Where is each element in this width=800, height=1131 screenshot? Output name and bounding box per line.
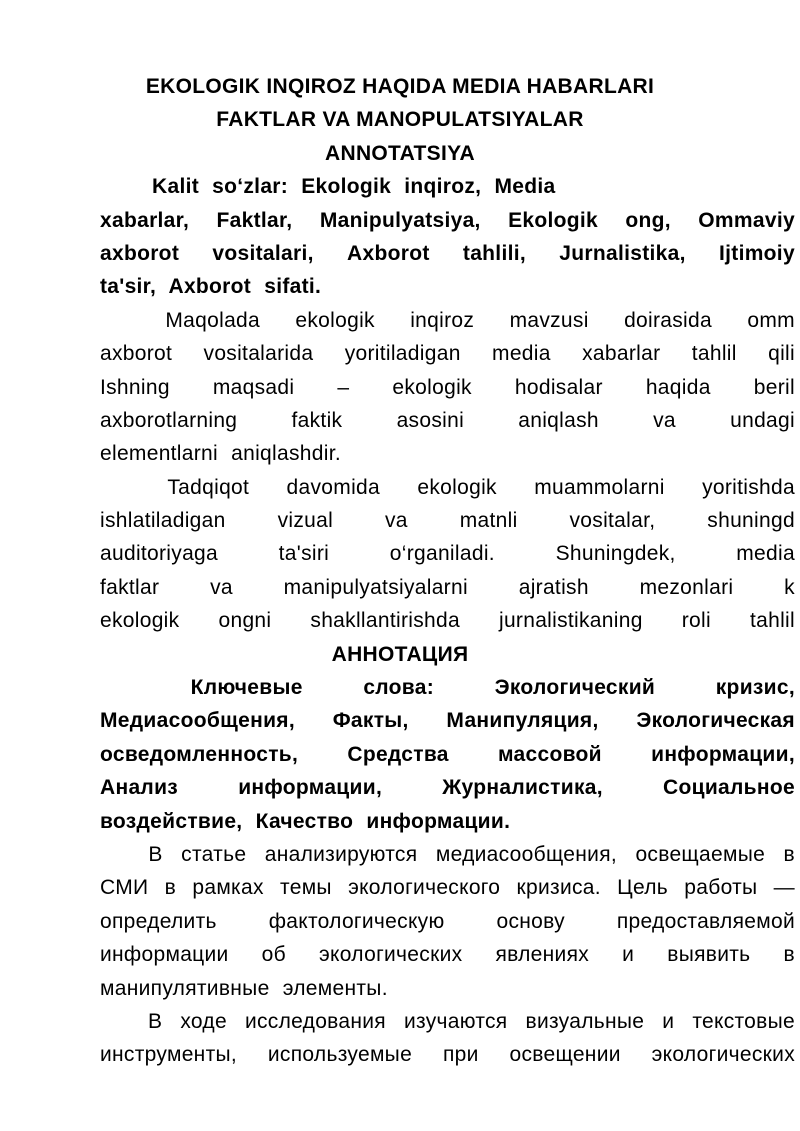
word: inqiroz xyxy=(410,308,475,332)
text-line xyxy=(100,571,795,604)
word: определить xyxy=(100,909,217,933)
text-line xyxy=(100,1038,795,1071)
text-line xyxy=(100,371,795,404)
text-line: воздействие, Качество информации. xyxy=(100,809,511,833)
word: yoritiladigan xyxy=(344,342,461,366)
word: xabarlar xyxy=(582,342,661,366)
word: shakllantirishda xyxy=(310,609,460,633)
word: vositalari, xyxy=(212,241,314,265)
word: Экологический xyxy=(494,676,656,700)
word: СМИ xyxy=(100,876,149,900)
word: экологического xyxy=(348,876,501,900)
text-column xyxy=(100,70,795,1072)
word: статье xyxy=(181,842,247,866)
word: кризис, xyxy=(715,676,795,700)
word: выявить xyxy=(667,943,751,967)
text-line xyxy=(100,905,795,938)
word: в xyxy=(783,842,795,866)
word: об xyxy=(261,943,286,967)
word: jurnalistikaning xyxy=(498,609,643,633)
text-line xyxy=(100,871,795,904)
word: Анализ xyxy=(100,776,179,800)
title-line: АННОТАЦИЯ xyxy=(331,642,469,666)
word: текстовые xyxy=(692,1009,795,1033)
word: hodisalar xyxy=(514,375,603,399)
word: Медиасообщения, xyxy=(100,709,295,733)
word: Факты, xyxy=(332,709,409,733)
word: изучаются xyxy=(403,1009,508,1033)
text-line xyxy=(100,404,795,437)
word: auditoriyaga xyxy=(100,542,219,566)
word: анализируются xyxy=(264,842,418,866)
word: Ключевые xyxy=(190,676,303,700)
word: maqsadi xyxy=(212,375,295,399)
word: предоставляемой xyxy=(616,909,795,933)
word: doirasida xyxy=(624,308,712,332)
word: Ekologik xyxy=(508,208,598,232)
word: ekologik xyxy=(100,609,180,633)
text-line xyxy=(100,237,795,270)
text-line xyxy=(100,204,795,237)
text-line xyxy=(100,471,795,504)
word: Ishning xyxy=(100,375,170,399)
word: davomida xyxy=(286,475,381,499)
text-line xyxy=(100,1005,795,1038)
word: осведомленность, xyxy=(100,742,299,766)
word: media xyxy=(492,342,551,366)
word: ходе xyxy=(180,1009,227,1033)
word: matnli xyxy=(459,509,518,533)
word: ekologik xyxy=(295,308,375,332)
text-line xyxy=(100,671,795,704)
word: Tadqiqot xyxy=(167,475,250,499)
word: tahlili, xyxy=(462,241,526,265)
word: освещении xyxy=(509,1043,621,1067)
word: работы xyxy=(684,876,758,900)
word: vizual xyxy=(277,509,334,533)
word: va xyxy=(385,509,408,533)
word: экологических xyxy=(651,1043,795,1067)
word: информации, xyxy=(238,776,383,800)
word: Ommaviy xyxy=(698,208,795,232)
word: слова: xyxy=(363,676,434,700)
text-line xyxy=(100,738,795,771)
text-line: elementlarni aniqlashdir. xyxy=(100,442,341,466)
word: aniqlash xyxy=(518,408,599,432)
word: Manipulyatsiya, xyxy=(319,208,481,232)
word: haqida xyxy=(645,375,711,399)
word: xabarlar, xyxy=(100,208,190,232)
word: manipulyatsiyalarni xyxy=(283,575,468,599)
word: экологических xyxy=(319,943,463,967)
word: va xyxy=(210,575,233,599)
word: Социальное xyxy=(663,776,795,800)
text-line xyxy=(100,938,795,971)
word: media xyxy=(736,542,795,566)
text-line: Kalit so‘zlar: Ekologik inqiroz, Media xyxy=(152,175,556,199)
word: Faktlar, xyxy=(216,208,293,232)
word: Jurnalistika, xyxy=(559,241,686,265)
word: — xyxy=(773,876,795,900)
title-line: FAKTLAR VA MANOPULATSIYALAR xyxy=(216,108,584,132)
word: исследования xyxy=(244,1009,386,1033)
word: Axborot xyxy=(347,241,430,265)
word: Shuningdek, xyxy=(555,542,676,566)
word: и xyxy=(622,943,635,967)
word: темы xyxy=(280,876,332,900)
word: и xyxy=(662,1009,675,1033)
word: qili xyxy=(768,342,795,366)
word: при xyxy=(442,1043,479,1067)
word: faktik xyxy=(291,408,343,432)
word: Экологическая xyxy=(636,709,795,733)
text-line xyxy=(100,304,795,337)
word: mezonlari xyxy=(639,575,734,599)
word: информации xyxy=(100,943,229,967)
word: tahlil xyxy=(691,342,737,366)
word: axborot xyxy=(100,342,173,366)
word: инструменты, xyxy=(100,1043,238,1067)
word: визуальные xyxy=(525,1009,645,1033)
word: beril xyxy=(753,375,795,399)
word: ongni xyxy=(218,609,272,633)
word: ajratish xyxy=(518,575,589,599)
word: используемые xyxy=(267,1043,413,1067)
word: Maqolada xyxy=(165,308,261,332)
text-line xyxy=(100,504,795,537)
text-line xyxy=(100,771,795,804)
word: фактологическую xyxy=(268,909,445,933)
text-line xyxy=(100,604,795,637)
word: Манипуляция, xyxy=(446,709,599,733)
word: медиасообщения, xyxy=(435,842,618,866)
word: ong, xyxy=(625,208,671,232)
word: vositalarida xyxy=(203,342,314,366)
text-line xyxy=(100,537,795,570)
word: кризиса. xyxy=(516,876,601,900)
word: roli xyxy=(681,609,711,633)
word: В xyxy=(148,842,163,866)
word: массовой xyxy=(497,742,602,766)
word: основу xyxy=(496,909,565,933)
word: ekologik xyxy=(392,375,472,399)
title-line: ANNOTATSIYA xyxy=(325,141,475,165)
word: asosini xyxy=(396,408,465,432)
word: vositalar, xyxy=(569,509,656,533)
word: Ijtimoiy xyxy=(719,241,795,265)
word: va xyxy=(653,408,676,432)
word: освещаемые xyxy=(635,842,766,866)
word: faktlar xyxy=(100,575,160,599)
word: axborot xyxy=(100,241,180,265)
word: tahlil xyxy=(749,609,795,633)
word: o‘rganiladi. xyxy=(389,542,495,566)
word: Цель xyxy=(617,876,669,900)
word: shuningd xyxy=(707,509,795,533)
word: k xyxy=(784,575,795,599)
text-line: манипулятивные элементы. xyxy=(100,976,388,1000)
word: – xyxy=(337,375,350,399)
word: явлениях xyxy=(495,943,590,967)
text-line: ta'sir, Axborot sifati. xyxy=(100,275,322,299)
word: ta'siri xyxy=(278,542,330,566)
word: В xyxy=(148,1009,163,1033)
word: muammolarni xyxy=(534,475,665,499)
word: ishlatiladigan xyxy=(100,509,226,533)
word: в xyxy=(164,876,177,900)
word: omm xyxy=(747,308,795,332)
word: Средства xyxy=(347,742,449,766)
word: yoritishda xyxy=(702,475,795,499)
title-line: EKOLOGIK INQIROZ HAQIDA MEDIA HABARLARI xyxy=(145,75,655,98)
text-line xyxy=(100,838,795,871)
word: mavzusi xyxy=(509,308,589,332)
word: undagi xyxy=(730,408,795,432)
word: Журналистика, xyxy=(442,776,603,800)
text-line xyxy=(100,704,795,737)
word: axborotlarning xyxy=(100,408,238,432)
word: в xyxy=(783,943,795,967)
word: информации, xyxy=(651,742,795,766)
word: ekologik xyxy=(417,475,497,499)
text-line xyxy=(100,337,795,370)
word: рамках xyxy=(192,876,264,900)
